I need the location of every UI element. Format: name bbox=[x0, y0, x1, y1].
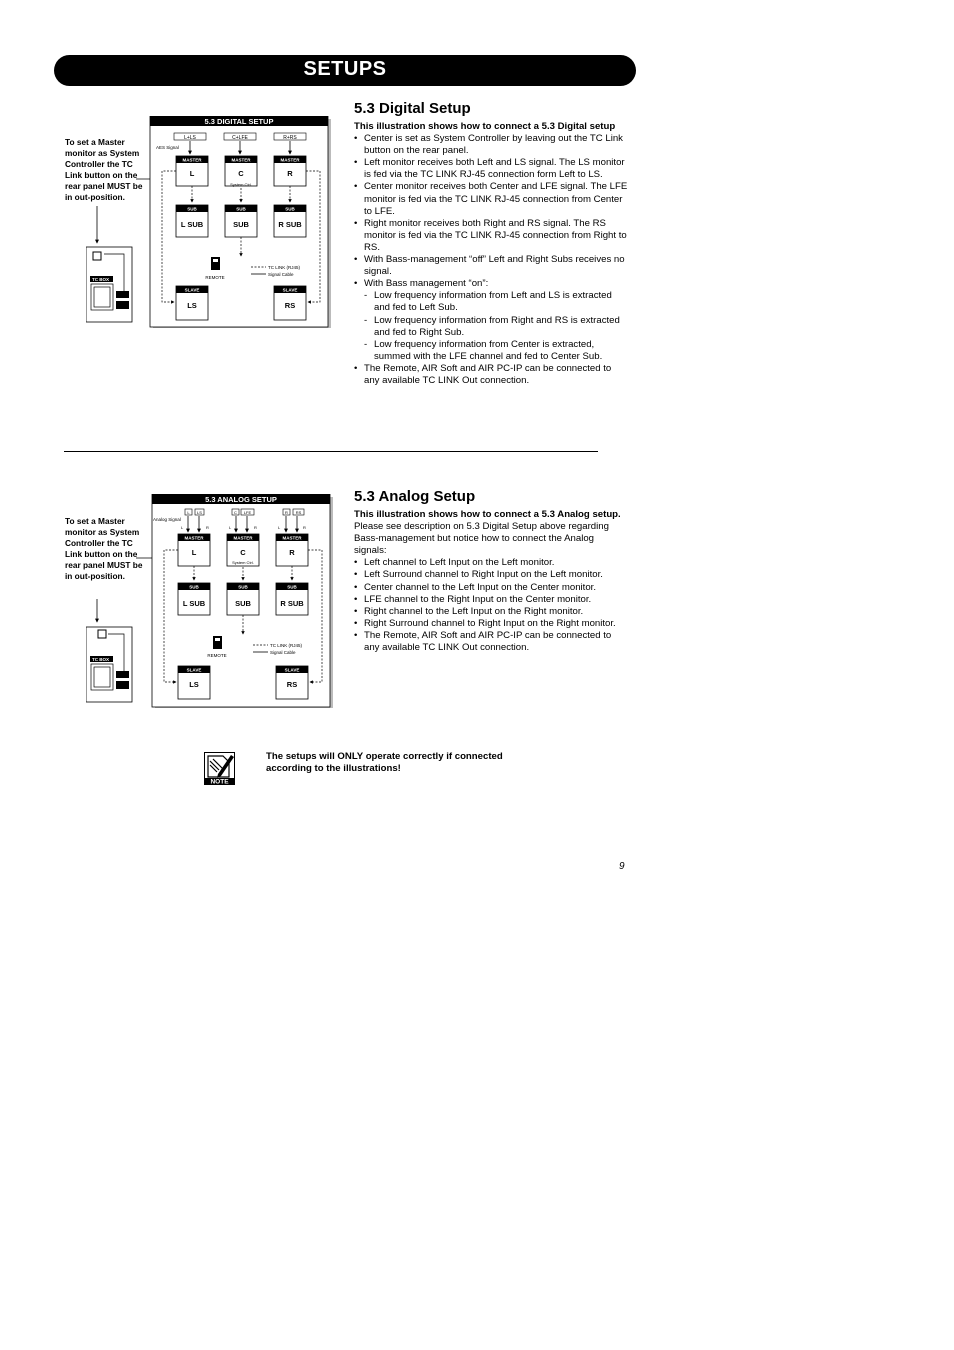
input-label: C+LFE bbox=[232, 135, 248, 141]
svg-text:L: L bbox=[181, 525, 184, 530]
svg-text:C: C bbox=[240, 548, 246, 557]
analog-bullets bbox=[354, 557, 629, 654]
master-center bbox=[225, 156, 257, 187]
svg-text:NOTE: NOTE bbox=[210, 778, 229, 785]
svg-text:R: R bbox=[206, 525, 209, 530]
svg-text:LS: LS bbox=[187, 301, 197, 310]
legend-link: TC LINK (RJ45) bbox=[268, 265, 301, 270]
tc-box-label: TC BOX bbox=[92, 657, 110, 662]
analog-lead: This illustration shows how to connect a 5.3 Analog setup. bbox=[354, 509, 621, 520]
svg-text:MASTER: MASTER bbox=[182, 157, 202, 163]
sub-right bbox=[276, 583, 308, 615]
analog-diagram-title: 5.3 ANALOG SETUP bbox=[205, 495, 277, 504]
svg-text:SUB: SUB bbox=[189, 584, 199, 590]
digital-bullets bbox=[354, 133, 629, 387]
svg-text:SLAVE: SLAVE bbox=[284, 667, 300, 673]
digital-diagram-title: 5.3 DIGITAL SETUP bbox=[204, 117, 274, 126]
input-label: L bbox=[187, 510, 190, 515]
sub-center bbox=[225, 205, 257, 237]
svg-text:L: L bbox=[189, 169, 195, 178]
svg-text:REMOTE: REMOTE bbox=[207, 653, 227, 658]
svg-text:SUB: SUB bbox=[187, 206, 197, 212]
list-item: - Low frequency information from Right and RS is extracted and fed to Right Sub. bbox=[354, 315, 629, 339]
svg-text:SUB: SUB bbox=[238, 584, 248, 590]
analog-side-note: To set a Master monitor as System Controller the TC Link button on the rear panel MUST be in out-position. bbox=[65, 516, 143, 581]
list-item: • Right channel to the Left Input on the Right monitor. bbox=[354, 606, 629, 618]
svg-text:R: R bbox=[254, 525, 257, 530]
analog-setup-diagram bbox=[86, 494, 336, 713]
digital-lead: This illustration shows how to connect a 5.3 Digital setup bbox=[354, 121, 616, 132]
legend-cable: Signal Cable bbox=[270, 650, 296, 655]
svg-text:SUB: SUB bbox=[233, 220, 249, 229]
svg-text:LS: LS bbox=[189, 680, 199, 689]
digital-title: 5.3 Digital Setup bbox=[354, 100, 471, 117]
input-label: R bbox=[285, 510, 288, 515]
svg-text:MASTER: MASTER bbox=[233, 535, 253, 541]
tc-box-panel bbox=[86, 627, 132, 702]
analog-intro: Please see description on 5.3 Digital Setup above regarding Bass-management but notice how to connect the Analog signals: bbox=[354, 521, 609, 557]
header-banner bbox=[54, 55, 636, 86]
slave-rs bbox=[274, 286, 306, 320]
svg-text:RS: RS bbox=[284, 301, 296, 310]
input-label: LFE bbox=[243, 510, 252, 515]
legend-link: TC LINK (RJ45) bbox=[270, 643, 303, 648]
list-item: - Low frequency information from Center is extracted, summed with the LFE channel and fed to Center Sub. bbox=[354, 339, 629, 363]
sub-left bbox=[178, 583, 210, 615]
list-item: • The Remote, AIR Soft and AIR PC-IP can be connected to any available TC LINK Out connection. bbox=[354, 363, 629, 387]
legend-cable: Signal Cable bbox=[268, 272, 294, 277]
master-center bbox=[227, 534, 259, 566]
svg-text:L SUB: L SUB bbox=[182, 599, 206, 608]
svg-text:System Ctrl.: System Ctrl. bbox=[232, 560, 254, 565]
analog-body bbox=[354, 509, 629, 654]
page-number: 9 bbox=[619, 861, 625, 872]
svg-text:SUB: SUB bbox=[235, 599, 251, 608]
svg-text:MASTER: MASTER bbox=[282, 535, 302, 541]
signal-label: AES Signal bbox=[156, 145, 179, 150]
list-item: • With Bass-management “off” Left and Right Subs receives no signal. bbox=[354, 254, 629, 278]
svg-text:System Ctrl.: System Ctrl. bbox=[230, 182, 252, 187]
svg-text:L: L bbox=[278, 525, 281, 530]
list-item: • Center monitor receives both Center and LFE signal. The LFE monitor is fed via the TC LINK RJ-45 connection from Center to LFE. bbox=[354, 181, 629, 217]
master-left bbox=[178, 534, 210, 566]
svg-text:R SUB: R SUB bbox=[280, 599, 304, 608]
input-label: LS bbox=[197, 510, 202, 515]
input-label: R+RS bbox=[283, 135, 297, 141]
digital-body bbox=[354, 121, 629, 387]
sub-left bbox=[176, 205, 208, 237]
svg-text:SUB: SUB bbox=[285, 206, 295, 212]
input-label: L+LS bbox=[184, 135, 196, 141]
svg-text:L SUB: L SUB bbox=[180, 220, 204, 229]
list-item: • LFE channel to the Right Input on the Center monitor. bbox=[354, 594, 629, 606]
list-item: • Left monitor receives both Left and LS signal. The LS monitor is fed via the TC LINK RJ-45 connection form Left to LS. bbox=[354, 157, 629, 181]
digital-side-note: To set a Master monitor as System Controller the TC Link button on the rear panel MUST be in out-position. bbox=[65, 137, 143, 202]
list-item: • Right Surround channel to Right Input on the Right monitor. bbox=[354, 618, 629, 630]
section-divider bbox=[64, 451, 598, 452]
svg-text:SUB: SUB bbox=[236, 206, 246, 212]
svg-text:R: R bbox=[303, 525, 306, 530]
list-item: • Right monitor receives both Right and RS signal. The RS monitor is fed via the TC LINK RJ-45 connection from Right to RS. bbox=[354, 218, 629, 254]
analog-title: 5.3 Analog Setup bbox=[354, 488, 476, 505]
tc-box-label: TC BOX bbox=[92, 277, 110, 282]
master-left bbox=[176, 156, 208, 186]
svg-text:SUB: SUB bbox=[287, 584, 297, 590]
list-item: • Left channel to Left Input on the Left monitor. bbox=[354, 557, 629, 569]
slave-rs bbox=[276, 666, 308, 699]
svg-text:R: R bbox=[289, 548, 295, 557]
list-item: • With Bass management “on”: bbox=[354, 278, 629, 290]
svg-text:MASTER: MASTER bbox=[231, 157, 251, 163]
svg-text:RS: RS bbox=[286, 680, 298, 689]
list-item: • The Remote, AIR Soft and AIR PC-IP can be connected to any available TC LINK Out connection. bbox=[354, 630, 629, 654]
slave-ls bbox=[178, 666, 210, 699]
svg-text:MASTER: MASTER bbox=[280, 157, 300, 163]
slave-ls bbox=[176, 286, 208, 320]
note-text: The setups will ONLY operate correctly if connected according to the illustrations! bbox=[266, 751, 503, 775]
input-label: C bbox=[234, 510, 237, 515]
list-item: • Left Surround channel to Right Input on the Left monitor. bbox=[354, 569, 629, 581]
note-icon bbox=[204, 752, 235, 785]
page-title: SETUPS bbox=[303, 58, 387, 80]
svg-text:MASTER: MASTER bbox=[184, 535, 204, 541]
svg-text:SLAVE: SLAVE bbox=[282, 287, 298, 293]
master-right bbox=[274, 156, 306, 186]
svg-text:L: L bbox=[229, 525, 232, 530]
svg-text:R SUB: R SUB bbox=[278, 220, 302, 229]
svg-text:L: L bbox=[191, 548, 197, 557]
svg-text:R: R bbox=[287, 169, 293, 178]
list-item: - Low frequency information from Left and LS is extracted and fed to Left Sub. bbox=[354, 290, 629, 314]
svg-text:C: C bbox=[238, 169, 244, 178]
svg-text:SLAVE: SLAVE bbox=[184, 287, 200, 293]
master-right bbox=[276, 534, 308, 566]
sub-right bbox=[274, 205, 306, 237]
digital-setup-diagram bbox=[86, 116, 336, 333]
svg-text:SLAVE: SLAVE bbox=[186, 667, 202, 673]
list-item: • Center is set as System Controller by leaving out the TC Link button on the rear panel. bbox=[354, 133, 629, 157]
signal-label: Analog Signal bbox=[153, 517, 181, 522]
sub-center bbox=[227, 583, 259, 615]
list-item: • Center channel to the Left Input on the Center monitor. bbox=[354, 582, 629, 594]
svg-text:REMOTE: REMOTE bbox=[205, 275, 225, 280]
input-label: RS bbox=[295, 510, 302, 515]
